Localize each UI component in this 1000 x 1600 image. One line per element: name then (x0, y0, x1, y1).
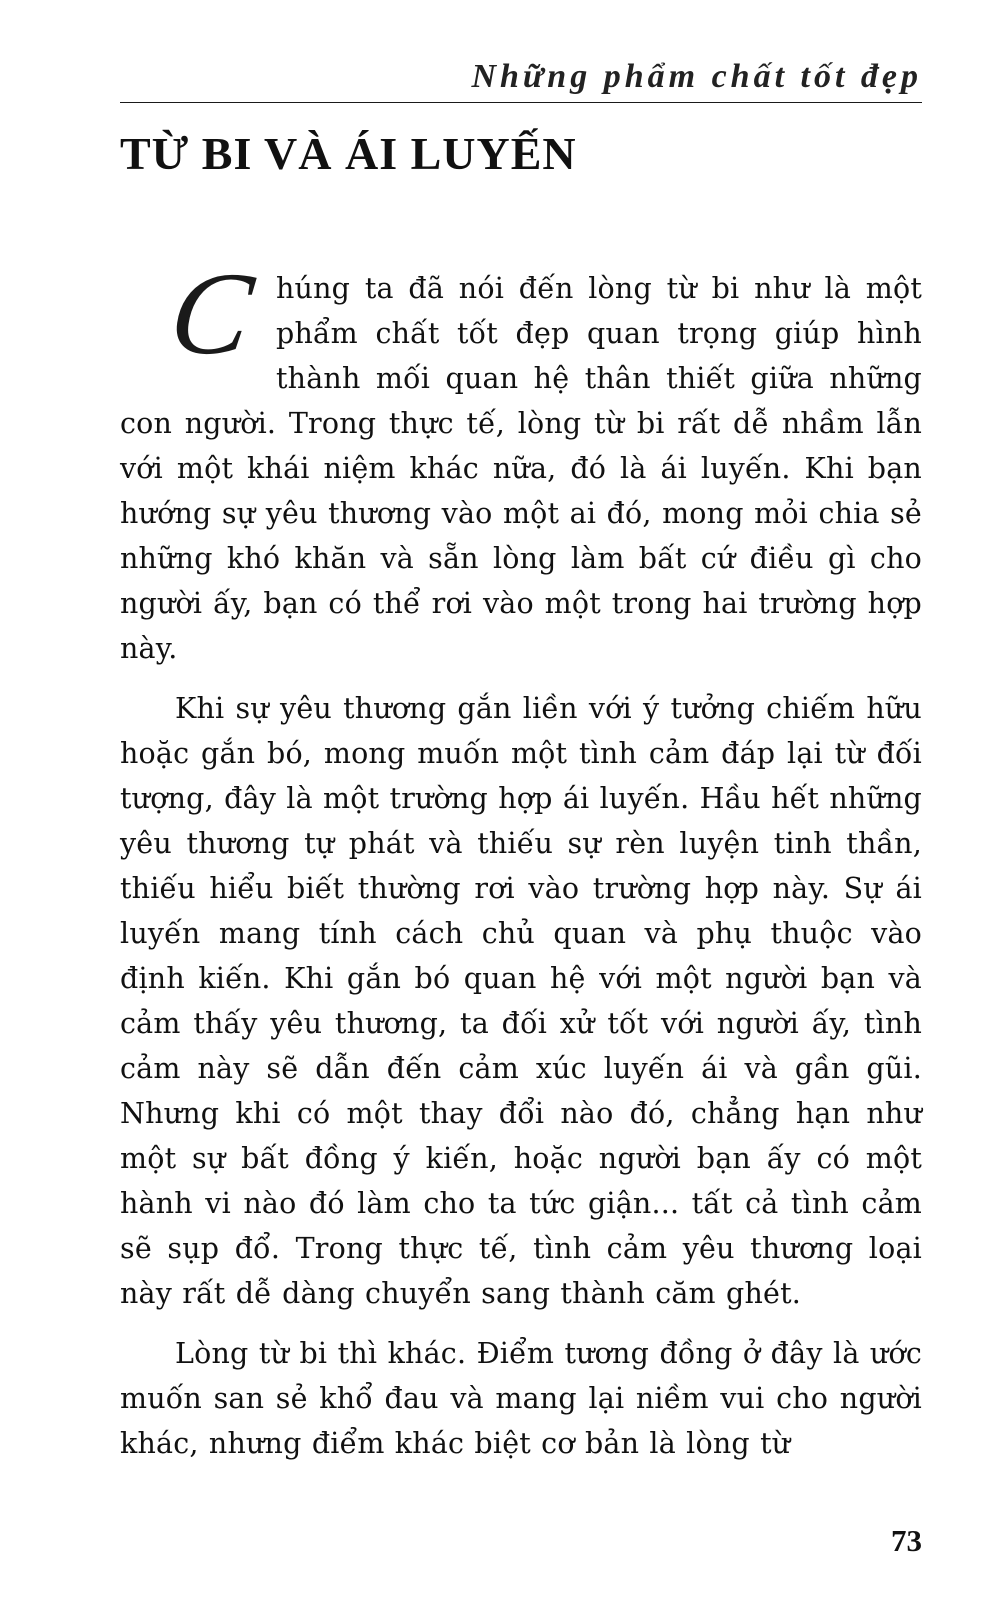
body-text (120, 248, 922, 1466)
paragraph-1 (120, 248, 922, 671)
running-header (120, 52, 922, 103)
paragraph-3: Lòng từ bi thì khác. Điểm tương đồng ở đây là ước muốn san sẻ khổ đau và mang lại niềm vui cho người khác, nhưng điểm khác biệt cơ bản là lòng từ (120, 1337, 922, 1460)
chapter-title: TỪ BI VÀ ÁI LUYẾN (120, 128, 577, 179)
page-number: 73 (891, 1523, 922, 1558)
drop-cap: C (162, 248, 261, 379)
running-header-title: Những phẩm chất tốt đẹp (471, 58, 922, 95)
paragraph-1-text: húng ta đã nói đến lòng từ bi như là một phẩm chất tốt đẹp quan trọng giúp hình thành mối quan hệ thân thiết giữa những con người. Trong thực tế, lòng từ bi rất dễ nhầm lẫn với một khái niệm khác nữa, đó là ái luyến. Khi bạn hướng sự yêu thương vào một ai đó, mong mỏi chia sẻ những khó khăn và sẵn lòng làm bất cứ điều gì cho người ấy, bạn có thể rơi vào một trong hai trường hợp này. (120, 272, 922, 665)
paragraph-2: Khi sự yêu thương gắn liền với ý tưởng chiếm hữu hoặc gắn bó, mong muốn một tình cảm đáp lại từ đối tượng, đây là một trường hợp ái luyến. Hầu hết những yêu thương tự phát và thiếu sự rèn luyện tinh thần, thiếu hiểu biết thường rơi vào trường hợp này. Sự ái luyến mang tính cách chủ quan và phụ thuộc vào định kiến. Khi gắn bó quan hệ với một người bạn và cảm thấy yêu thương, ta đối xử tốt với người ấy, tình cảm này sẽ dẫn đến cảm xúc luyến ái và gần gũi. Nhưng khi có một thay đổi nào đó, chẳng hạn như một sự bất đồng ý kiến, hoặc người bạn ấy có một hành vi nào đó làm cho ta tức giận... tất cả tình cảm sẽ sụp đổ. Trong thực tế, tình cảm yêu thương loại này rất dễ dàng chuyển sang thành căm ghét. (120, 692, 922, 1310)
